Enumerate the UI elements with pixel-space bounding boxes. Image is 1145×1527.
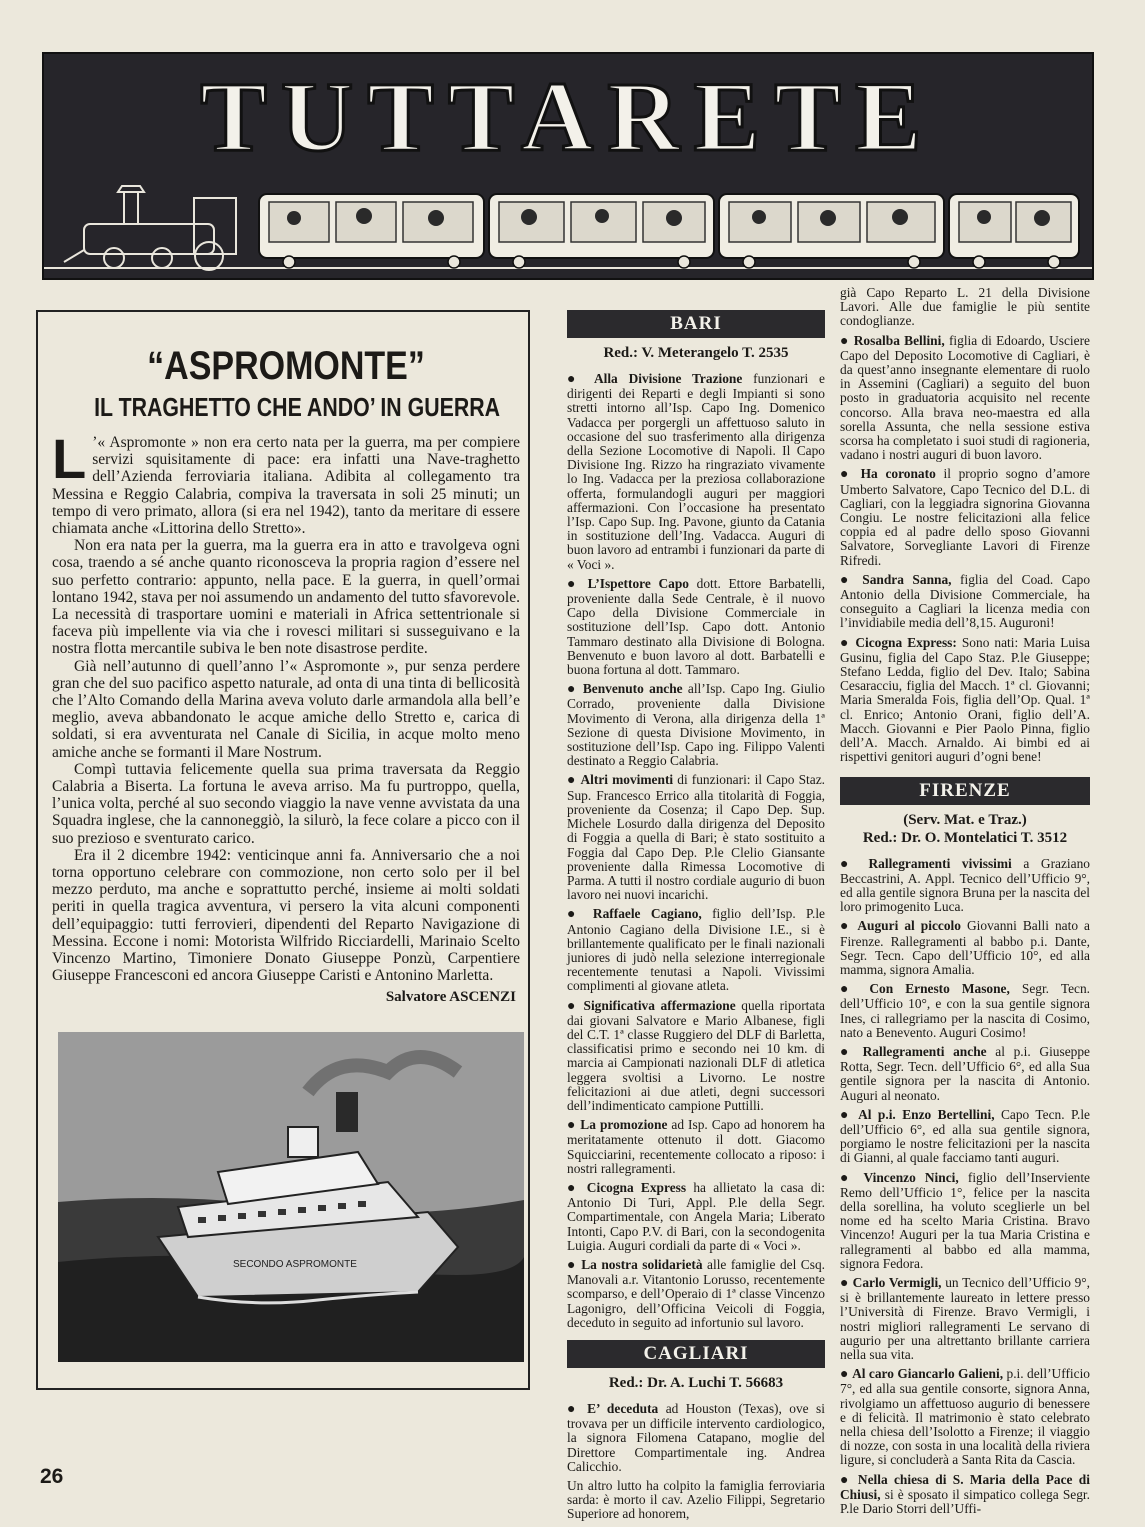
entry-text: Sono nati: Maria Luisa Gusinu, figlia del Capo Staz. P.le Giuseppe; Stefano Ledda, figlio del Dev. Italo; Sabina Cesaracciu, figlia del Macch. 1ª cl. Giovanni; Maria Smeralda Fois, figlia dell’Op. Qual. 1ª cl. Enrico; Antonio Orani, figlio dell’A. Macch. Giovanni e Pier Paolo Pinna, figlio dell’A. Macch. Arnaldo. Ai bimbi ed ai rispettivi genitori auguri d’ogni bene! (840, 634, 1090, 765)
masthead-title: TUTTARETE (200, 61, 936, 172)
news-entry (840, 1276, 1090, 1362)
entry-text: ad Isp. Capo ad honorem ha meritatamente ottenuto il dott. Giacomo Squicciarini, recentemente collocato a riposo: i nostri rallegramenti. (567, 1117, 825, 1176)
article-subtitle: IL TRAGHETTO CHE ANDO’ IN GUERRA (94, 392, 501, 422)
news-entry (840, 1171, 1090, 1271)
entry-lead: Carlo Vermigli, (852, 1274, 942, 1290)
entry-text: si è sposato il simpatico collega Segr. P.le Dario Storri dell’Uffi- (840, 1486, 1090, 1517)
entry-text: Giovanni Balli nato a Firenze. Rallegramenti al babbo p.i. Dante, Segr. Tecn. Capo dell’Ufficio 10°, ed alla mamma, signora Amalia. (840, 918, 1090, 977)
article-paragraph (52, 427, 520, 538)
bullet-icon: ● (567, 907, 593, 923)
bari-entries (567, 372, 825, 1330)
entry-text: p.i. dell’Ufficio 7°, ed alla sua gentile consorte, signora Anna, rivolgiamo un affettuoso augurio di benessere e di felicità. Il matrimonio è stato celebrato nella chiesa dell’Isolotto a Firenze; il viaggio di nozze, con sosta in una località della riviera ligure, si concluderà a Santa Rita da Cascia. (840, 1366, 1090, 1468)
cagliari-editor: Red.: Dr. A. Luchi T. 56683 (608, 1375, 784, 1391)
entry-lead: L’Ispettore Capo (587, 575, 689, 591)
bullet-icon: ● (567, 576, 588, 592)
entry-lead: Nella chiesa di S. Maria della Pace di Chiusi, (840, 1471, 1090, 1502)
bullet-icon: ● (567, 773, 581, 789)
news-entry (840, 1108, 1090, 1166)
news-entry (840, 334, 1090, 463)
entry-text: quella riportata dai giovani Salvatore e Mario Albanese, figli del C.T. 1ª classe Ruggiero del DLF di Barletta, classificatisi primo e secondo nei 10 km. di marcia ai Campionati nazionali DLF di atletica leggera svoltisi a Livorno. Le nostre felicitazioni ai due atleti, degni successori dell’indimenticato campione Puttilli. (567, 997, 825, 1113)
entry-lead: Vincenzo Ninci, (863, 1169, 959, 1185)
cagliari-entries-2 (840, 334, 1090, 765)
news-entry (567, 773, 825, 902)
article-paragraph: Compì tuttavia felicemente quella sua prima traversata da Reggio Calabria a Biserta. La fortuna le aveva arriso. Ma fu purtroppo, quella, l’unica volta, perché al suo secondo viaggio la nave venne avvistata da una Squadra inglese, che la cannoneggiò, la silurò, la fece colare a picco con il suo prezioso e sventurato carico. (52, 760, 520, 847)
news-entry (840, 467, 1090, 567)
news-entry (840, 857, 1090, 915)
article-author: Salvatore ASCENZI (385, 988, 516, 1005)
entry-text: Segr. Tecn. dell’Ufficio 10°, e con la sua gentile signora Ines, ci rallegriamo per la nascita di Cosimo, nato a Benevento. Auguri Cosimo! (840, 981, 1090, 1040)
entry-lead: Ha coronato (860, 466, 936, 482)
bullet-icon: ● (840, 1367, 853, 1383)
dropcap: L (52, 427, 87, 490)
bullet-icon: ● (840, 467, 861, 483)
entry-text: alle famiglie del Csq. Manovali a.r. Vitantonio Lorusso, recentemente scomparso, e dell’Operaio di 1ª classe Vincenzo Lagonigro, dell’Officina Veicoli di Foggia, deceduto in seguito ad infortunio sul lavoro. (567, 1256, 825, 1330)
entry-lead: Sandra Sanna, (862, 571, 952, 587)
bullet-icon: ● (567, 1180, 587, 1196)
entry-text: il proprio sogno d’amore Umberto Salvatore, Capo Tecnico del D.L. di Cagliari, con la leggiadra signorina Giovanna Congiu. Le nostre felicitazioni alla felice coppia ed al padre dello sposo Giovanni Salvatore, Sorvegliante Lavori di Firenze Rifredi. (840, 466, 1090, 568)
bullet-icon: ● (567, 682, 583, 698)
bullet-icon: ● (840, 635, 856, 651)
page-number: 26 (40, 1465, 64, 1488)
ferry-photo (58, 1032, 524, 1362)
bullet-icon: ● (840, 856, 869, 872)
cagliari-continuation-2: già Capo Reparto L. 21 della Divisione Lavori. Alle due famiglie le più sentite condoglianze. (840, 285, 1090, 329)
entry-text: un Tecnico dell’Ufficio 9°, si è brillantemente laureato in lettere presso l’Università di Firenze. Bravo Vermigli, i nostri migliori rallegramenti Le servano di augurio per una altrettanto brillante carriera nella sua vita. (840, 1274, 1090, 1362)
bullet-icon: ● (840, 982, 870, 998)
news-entry (840, 982, 1090, 1040)
news-entry (567, 1181, 825, 1253)
entry-lead: Rallegramenti vivissimi (868, 855, 1012, 871)
news-entry (567, 1118, 825, 1176)
bullet-icon: ● (840, 1044, 863, 1060)
entry-text: dott. Ettore Barbatelli, proveniente dalla Sede Centrale, è il nuovo Capo della Divisione Commerciale in sostituzione dell’Isp. Capo dott. Antonio Tammaro destinato alla Divisione di Bologna. Benvenuto e buon lavoro al dott. Barbatelli e buona fortuna al dott. Tammaro. (567, 575, 825, 678)
masthead-banner (42, 52, 1094, 280)
entry-text: figlio dell’Isp. P.le Antonio Cagiano della Divisione I.E., si è brillantemente qualificato per le finali nazionali juniores di judò nella selezione interregionale recentemente tenutasi a Napoli. Vivissimi complimenti al giovane atleta. (567, 906, 825, 994)
entry-lead: La promozione (580, 1117, 668, 1133)
bullet-icon: ● (567, 1118, 581, 1134)
news-entry (840, 1473, 1090, 1517)
column-bari-cagliari (567, 310, 825, 1527)
bullet-icon: ● (840, 1275, 853, 1291)
entry-lead: Raffaele Cagiano, (592, 906, 702, 922)
bullet-icon: ● (840, 1107, 859, 1123)
entry-lead: La nostra solidarietà (581, 1256, 703, 1272)
news-entry (567, 1402, 825, 1474)
entry-lead: Cicogna Express: (855, 634, 957, 650)
bullet-icon: ● (840, 919, 858, 935)
entry-text: figlio dell’Inserviente Remo dell’Ufficio 1°, felice per la nascita della sorellina, ha voluto sceglierle un bel nome ed ha scelto Maria Cristina. Bravo Vincenzo! Auguri per la tua Maria Cristina e rallegramenti al babbo ed alla mamma, signora Fedora. (840, 1169, 1090, 1271)
cagliari-entries (567, 1402, 825, 1474)
entry-lead: Altri movimenti (580, 772, 674, 788)
article-paragraph: Era il 2 dicembre 1942: venticinque anni fa. Anniversario che a noi torna opportuno celebrare con commozione, non certo solo per il bel mezzo perduto, ma anche e soprattutto perché, insieme ai molti soldati periti in quella tragica avventura, vi persero la vita alcuni componenti dell’equipaggio: tutti ferrovieri, dipendenti del Reparto Navigazione di Messina. Eccone i nomi: Motorista Wilfrido Ricciardelli, Marinaio Scelto Vincenzo Martino, Timoniere Donato Giuseppe Ponzù, Carpentiere Giuseppe Francesconi ed ancora Giuseppe Caristi e Antonino Marletta. (52, 846, 520, 985)
section-header-cagliari: CAGLIARI (567, 1340, 825, 1368)
news-entry (567, 682, 825, 768)
entry-text: ha allietato la casa di: Antonio Di Turi, Appl. P.le della Segr. Compartimentale, con Angela Maria; Liberato Intonti, Capo P.V. di Bari, con la secondogenita Luigia. Auguri cordiali da parte di « Voci ». (567, 1179, 825, 1253)
news-entry (567, 999, 825, 1114)
entry-lead: Al p.i. Enzo Bertellini, (858, 1106, 995, 1122)
bullet-icon: ● (567, 1402, 588, 1417)
entry-text: figlia del Coad. Capo Antonio della Divisione Commerciale, ha conseguito a Cagliari la licenza media con l’invidiabile media dell’8,15. Auguroni! (840, 571, 1091, 631)
entry-lead: Cicogna Express (586, 1179, 687, 1195)
entry-lead: E’ deceduta (587, 1401, 659, 1416)
news-entry (567, 577, 825, 677)
article-paragraph-text: ’« Aspromonte » non era certo nata per la guerra, ma per compiere servizi squisitamente di pace: era infatti una Nave-traghetto dell’Azienda ferroviaria italiana. Adibita al collegamento tra Messina e Reggio Calabria, compiva la traversata in soli 25 minuti; un tempo di vero primato, allora (si era nel 1942), tanto da meritare di essere chiamata anche «Littorina dello Stretto». (52, 434, 520, 538)
news-entry (840, 919, 1090, 977)
news-entry (840, 573, 1090, 631)
entry-text: ad Houston (Texas), ove si trovava per un difficile intervento cardiologico, la signora Filomena Catapano, moglie del Direttore Compartimentale ing. Andrea Calicchio. (567, 1401, 825, 1474)
entry-text: al p.i. Giuseppe Rotta, Segr. Tecn. dell’Ufficio 6°, ed alla Sua gentile signora per la nascita di Antonio. Auguri al neonato. (840, 1043, 1090, 1103)
entry-lead: Significativa affermazione (583, 997, 736, 1013)
cagliari-continuation: Un altro lutto ha colpito la famiglia ferroviaria sarda: è morto il cav. Azelio Filippi, Segretario Superiore ad honorem, (567, 1478, 825, 1522)
entry-lead: Rallegramenti anche (862, 1043, 987, 1059)
ship-hull-name: SECONDO ASPROMONTE (233, 1259, 357, 1270)
article-paragraph: Già nell’autunno di quell’anno l’« Aspromonte », pur senza perdere gran che del suo pacifico aspetto naturale, ad onta di una tinta di bellicosità che l’Alto Comando della Marina aveva voluto darle armandola alla bell’e meglio, aveva abbandonato le acque amiche dello Stretto e, carica di soldati, si era avventurata nel Canale di Sicilia, in acque molto meno amiche anche se formanti il Mare Nostrum. (52, 657, 520, 761)
entry-lead: Con Ernesto Masone, (869, 981, 1010, 997)
news-entry (840, 1367, 1090, 1467)
firenze-subheader: (Serv. Mat. e Traz.) (903, 811, 1027, 828)
article-title: “ASPROMONTE” (147, 344, 425, 388)
entry-text: a Graziano Beccastrini, A. Appl. Tecnico dell’Ufficio 9°, ed alla gentile signora Bruna per la nascita del loro primogenito Luca. (840, 855, 1090, 915)
news-entry (567, 372, 825, 572)
bullet-icon: ● (840, 333, 854, 349)
firenze-editor: Red.: Dr. O. Montelatici T. 3512 (862, 829, 1068, 846)
bullet-icon: ● (567, 1257, 582, 1273)
news-entry (567, 907, 825, 993)
entry-lead: Benvenuto anche (582, 681, 683, 697)
column-cagliari-firenze (840, 286, 1090, 1521)
entry-lead: Auguri al piccolo (857, 918, 961, 934)
news-entry (567, 1258, 825, 1330)
entry-lead: Al caro Giancarlo Galieni, (852, 1366, 1004, 1382)
entry-text: figlia di Edoardo, Usciere Capo del Deposito Locomotive di Cagliari, è da quest’anno insegnante elementare di ruolo in Assemini (Cagliari) a seguito del buon posto in graduatoria acquisito nel recente concorso. Alla brava neo-maestra ed alla sorella Assunta, che nella sessione estiva scorsa ha completato i suoi studi di ragioneria, vadano i nostri auguri di buon lavoro. (840, 332, 1090, 463)
firenze-entries (840, 857, 1090, 1517)
entry-text: funzionari e dirigenti dei Reparti e degli Impianti si sono stretti intorno all’Isp. Capo Ing. Domenico Vadacca per porgergli un affettuoso saluto in occasione del suo trasferimento alla dirigenza della Sezione Locomotive di Napoli. Il Capo Divisione Ing. Rizzo ha ringraziato vivamente lo Ing. Vadacca per la preziosa collaborazione offerta, formulandogli auguri per maggiori affermazioni. Con l’occasione ha presentato l’Isp. Capo Sup. Ing. Pavone, giunto da Catania in sostituzione dell’Ing. Vadacca. Auguri di buon lavoro ad entrambi i funzionari da parte di « Voci ». (567, 371, 825, 572)
ferry-ship-icon (58, 1032, 524, 1362)
entry-lead: Alla Divisione Trazione (593, 371, 743, 386)
entry-text: Capo Tecn. P.le dell’Ufficio 6°, ed alla sua gentile signora, porgiamo le nostre felicitazioni per la nascita di Gianni, al quale facciamo tanti auguri. (840, 1106, 1090, 1166)
bullet-icon: ● (840, 572, 863, 588)
bullet-icon: ● (567, 998, 584, 1014)
section-header-bari: BARI (567, 310, 825, 338)
entry-text: di funzionari: il Capo Staz. Sup. Francesco Errico alla titolarità di Foggia, proveniente da Cosenza; il Capo Dep. Sup. Michele Losurdo dalla dirigenza del Deposito di Foggia a quella di Bari; è stato sostituito a Foggia dal Capo Dep. P.le Clelio Giansante proveniente dalla Rimessa Locomotive di Parma. A tutti il nostro cordiale augurio di buon lavoro nei nuovi incarichi. (567, 772, 825, 903)
bullet-icon: ● (840, 1170, 864, 1186)
article-paragraph: Non era nata per la guerra, ma la guerra era in atto e travolgeva ogni cosa, traendo a sé anche quanto riconosceva la propria ragion d’essere nel suo perfetto contrario: appunto, nella pace. E la guerra, in quell’ormai lontano 1942, stava per noi assumendo un andamento del tutto sfavorevole. La necessità di trasportare uomini e materiali in Africa settentrionale si faceva più impellente via via che i rovesci militari si susseguivano e la nostra flotta mercantile subiva le ben note disastrose perdite. (52, 537, 520, 658)
bullet-icon: ● (840, 1472, 858, 1488)
section-header-firenze: FIRENZE (840, 777, 1090, 805)
train-with-passengers-icon (44, 184, 1092, 274)
entry-text: all’Isp. Capo Ing. Giulio Corrado, proveniente dalla Divisione Movimento di Verona, alla dirigenza della 1ª Sezione di questa Divisione Movimento, in sostituzione dell’Isp. Capo ing. Filippo Valenti destinato a Reggio Calabria. (567, 681, 825, 769)
bari-editor: Red.: V. Meterangelo T. 2535 (603, 345, 789, 361)
entry-lead: Rosalba Bellini, (853, 332, 945, 348)
news-entry (840, 1045, 1090, 1103)
bullet-icon: ● (567, 372, 594, 387)
news-entry (840, 636, 1090, 765)
